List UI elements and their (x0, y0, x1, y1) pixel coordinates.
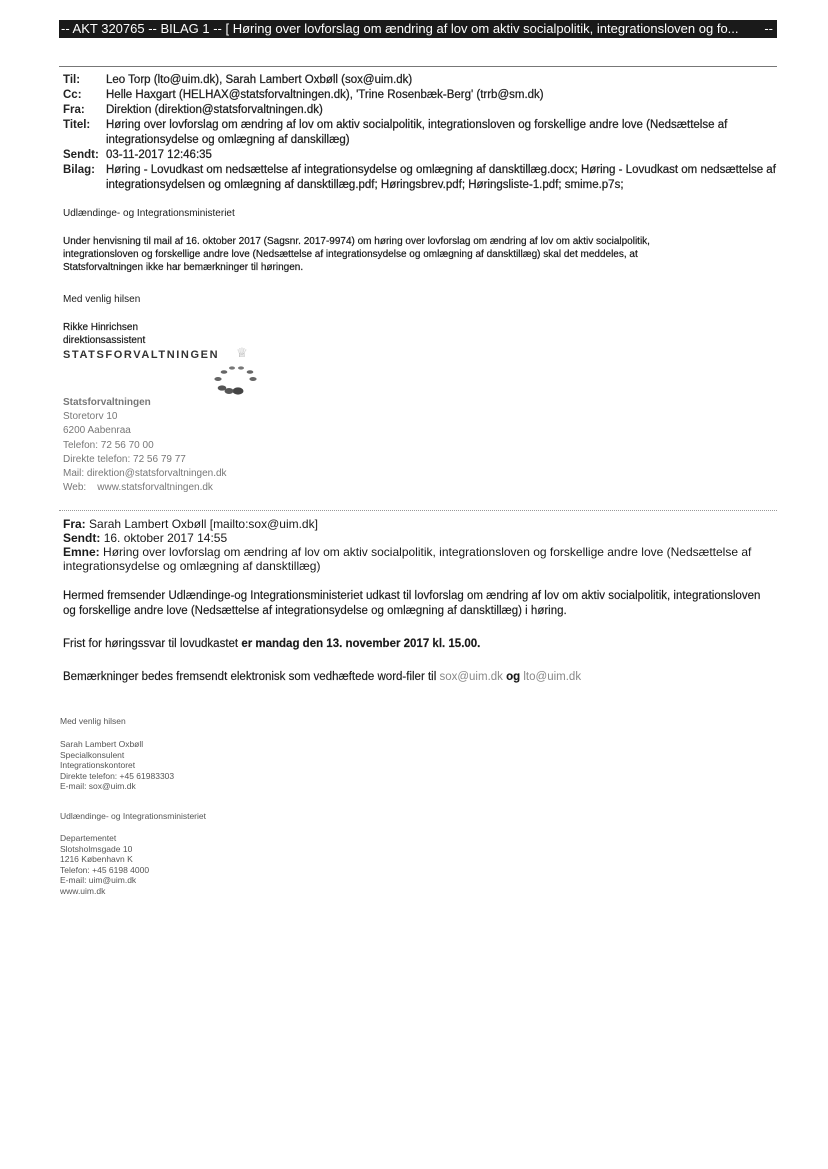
reply-phone: Telefon: 72 56 70 00 (63, 439, 154, 451)
reply-web-label: Web: (63, 482, 87, 494)
statsforvaltningen-logo-mark (208, 364, 262, 398)
remarks-line (63, 670, 763, 685)
header-from-row (63, 103, 783, 118)
signature-greeting: Med venlig hilsen (60, 716, 126, 726)
forward-divider (59, 510, 777, 511)
original-subject-label: Emne: (63, 545, 100, 559)
to-value: Leo Torp (lto@uim.dk), Sarah Lambert Oxbøll (sox@uim.dk) (106, 74, 413, 86)
title-label: Titel: (63, 119, 91, 131)
header-sent-row (63, 148, 783, 163)
header-divider (59, 66, 777, 67)
signature-office: Integrationskontoret (60, 760, 136, 770)
original-paragraph: Hermed fremsender Udlændinge-og Integrationsministeriet udkast til lovforslag om ændring af lov om aktiv socialpolitik, integrationsloven og forskellige andre love (Nedsættelse af integrationsydelse og omlægning af dansktillæg) i høring. (63, 590, 761, 617)
reply-web-link[interactable]: www.statsforvaltningen.dk (97, 482, 213, 494)
original-from-value: Sarah Lambert Oxbøll [mailto:sox@uim.dk] (89, 517, 318, 531)
deadline-line (63, 637, 763, 652)
reply-web-row (63, 481, 227, 495)
sent-label: Sendt: (63, 149, 99, 161)
signature-web[interactable]: www.uim.dk (60, 885, 106, 896)
attachments-value: Høring - Lovudkast om nedsættelse af integrationsydelse og omlægning af dansktillæg.docx; Høring - Lovudkast om nedsættelse af integrationsydelsen og omlægning af dansktillæg.pdf; Høringsbrev.pdf; Høringsliste-1.pdf; smime.p7s; (106, 164, 776, 191)
cc-value: Helle Haxgart (HELHAX@statsforvaltningen.dk), 'Trine Rosenbæk-Berg' (trrb@sm.dk) (106, 89, 544, 101)
original-sent-value: 16. oktober 2017 14:55 (103, 531, 228, 545)
attachments-label: Bilag: (63, 164, 95, 176)
reply-address-block (63, 396, 227, 495)
remarks-prefix: Bemærkninger bedes fremsendt elektronisk som vedhæftede word-filer til (63, 671, 440, 683)
email-link-sox[interactable]: sox@uim.dk (439, 671, 503, 683)
reply-direct-phone: Direkte telefon: 72 56 79 77 (63, 453, 186, 465)
original-subject-value: Høring over lovforslag om ændring af lov om aktiv socialpolitik, integrationsloven og forskellige andre love (Nedsættelse af integrationsydelse og omlægning af dansktillæg) (63, 545, 752, 573)
signature-title: Specialkonsulent (60, 749, 125, 760)
signature-ministry: Udlændinge- og Integrationsministeriet (60, 811, 206, 821)
signature-city: 1216 København K (60, 854, 133, 864)
signature-name: Sarah Lambert Oxbøll (60, 739, 144, 749)
reply-org: Statsforvaltningen (63, 397, 151, 408)
signature-email2: E-mail: uim@uim.dk (60, 875, 137, 885)
to-label: Til: (63, 74, 81, 86)
header-attachments-row (63, 163, 783, 193)
reply-street: Storetorv 10 (63, 411, 118, 423)
reply-greeting: Med venlig hilsen (63, 294, 141, 305)
reply-body: Under henvisning til mail af 16. oktober 2017 (Sagsnr. 2017-9974) om høring over lovforslag om ændring af lov om aktiv socialpolitik, integrationsloven og forskellige andre love (Nedsættelse af integrationsydelse og omlægning af dansktillæg) skal det meddeles, at Statsforvaltningen ikke har bemærkninger til høringen. (63, 236, 650, 273)
header-cc-row (63, 88, 783, 103)
from-value: Direktion (direktion@statsforvaltningen.dk) (106, 104, 323, 116)
original-sent-row (63, 531, 773, 545)
deadline-prefix: Frist for høringssvar til lovudkastet (63, 638, 242, 650)
crown-icon: ♕ (236, 345, 248, 360)
sent-value: 03-11-2017 12:46:35 (106, 149, 212, 161)
email-link-lto[interactable]: lto@uim.dk (523, 671, 582, 683)
reply-mail: Mail: direktion@statsforvaltningen.dk (63, 468, 227, 480)
banner-text: -- AKT 320765 -- BILAG 1 -- [ Høring over lovforslag om ændring af lov om aktiv socialpolitik, integrationsloven og fo... (61, 21, 739, 36)
reply-city: 6200 Aabenraa (63, 425, 131, 437)
signature-street: Slotsholmsgade 10 (60, 843, 133, 854)
original-sent-label: Sendt: (63, 531, 101, 545)
reply-sender-role: direktionsassistent (63, 335, 146, 346)
statsforvaltningen-logo-text: STATSFORVALTNINGEN (63, 349, 220, 361)
original-from-row (63, 517, 773, 531)
cc-label: Cc: (63, 89, 82, 101)
email-header (63, 73, 783, 193)
from-label: Fra: (63, 104, 85, 116)
reply-sender-name: Rikke Hinrichsen (63, 322, 139, 333)
reply-ministry: Udlændinge- og Integrationsministeriet (63, 208, 235, 219)
document-banner (59, 20, 777, 38)
header-to-row (63, 73, 783, 88)
signature-dept: Departementet (60, 833, 117, 843)
signature-block (60, 739, 174, 792)
title-value: Høring over lovforslag om ændring af lov om aktiv socialpolitik, integrationsloven og forskellige andre love (Nedsættelse af integrationsydelse og omlægning af danskillæg) (106, 119, 728, 146)
header-title-row (63, 118, 783, 148)
signature-phone: Direkte telefon: +45 61983303 (60, 770, 175, 781)
deadline-date: er mandag den 13. november 2017 kl. 15.00. (241, 638, 481, 650)
remarks-og: og (502, 671, 524, 683)
signature-address (60, 833, 149, 896)
signature-tel: Telefon: +45 6198 4000 (60, 864, 150, 875)
signature-email: E-mail: sox@uim.dk (60, 781, 136, 791)
banner-end: -- (760, 20, 773, 38)
original-from-label: Fra: (63, 517, 86, 531)
original-subject-row (63, 545, 773, 573)
original-email-header (63, 517, 773, 573)
